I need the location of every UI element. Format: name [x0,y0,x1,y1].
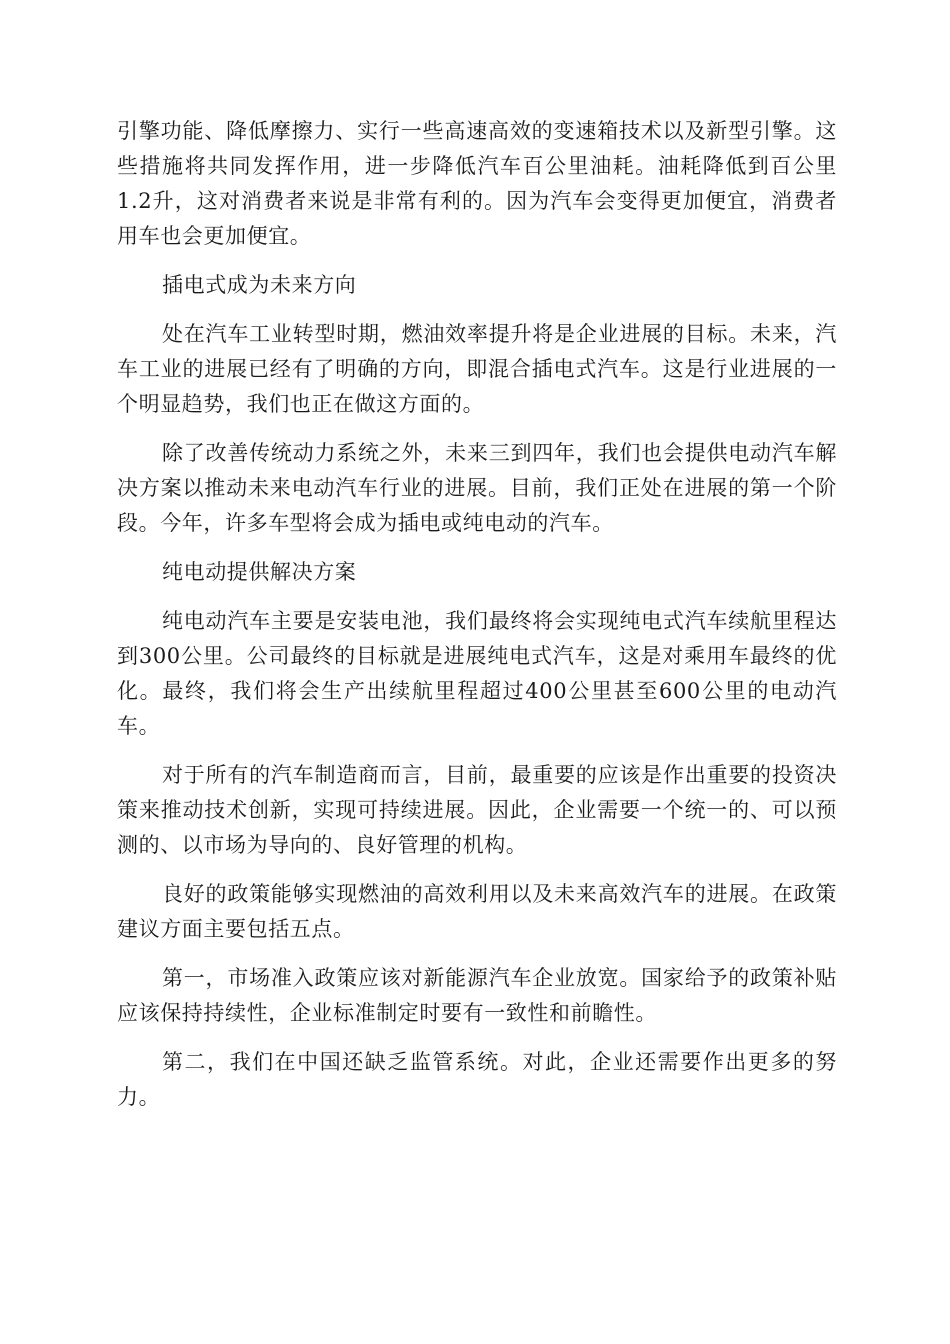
section-heading-pure-electric: 纯电动提供解决方案 [162,560,357,584]
paragraph-ev-solutions: 除了改善传统动力系统之外，未来三到四年，我们也会提供电动汽车解决方案以推动未来电动汽车行业的进展。目前，我们正处在进展的第一个阶段。今年，许多车型将会成为插电或纯电动的汽车。 [117,441,837,535]
paragraph-investment-decisions: 对于所有的汽车制造商而言，目前，最重要的应该是作出重要的投资决策来推动技术创新，实现可持续进展。因此，企业需要一个统一的、可以预测的、以市场为导向的、良好管理的机构。 [117,763,837,857]
paragraph-policy-suggestions: 良好的政策能够实现燃油的高效利用以及未来高效汽车的进展。在政策建议方面主要包括五点。 [117,882,837,941]
paragraph-battery-range: 纯电动汽车主要是安装电池，我们最终将会实现纯电式汽车续航里程达到300公里。公司最终的目标就是进展纯电式汽车，这是对乘用车最终的优化。最终，我们将会生产出续航里程超过400公里甚至600公里的电动汽车。 [117,609,837,738]
paragraph-transition-period: 处在汽车工业转型时期，燃油效率提升将是企业进展的目标。未来，汽车工业的进展已经有了明确的方向，即混合插电式汽车。这是行业进展的一个明显趋势，我们也正在做这方面的。 [117,322,837,416]
section-heading-plugin: 插电式成为未来方向 [162,273,357,297]
paragraph-policy-second: 第二，我们在中国还缺乏监管系统。对此，企业还需要作出更多的努力。 [117,1050,837,1109]
paragraph-policy-first: 第一，市场准入政策应该对新能源汽车企业放宽。国家给予的政策补贴应该保持持续性，企业标准制定时要有一致性和前瞻性。 [117,966,837,1025]
paragraph-continued-engine-tech: 引擎功能、降低摩擦力、实行一些高速高效的变速箱技术以及新型引擎。这些措施将共同发挥作用，进一步降低汽车百公里油耗。油耗降低到百公里1.2升，这对消费者来说是非常有利的。因为汽车会变得更加便宜，消费者用车也会更加便宜。 [117,119,837,248]
document-body [117,114,837,1129]
